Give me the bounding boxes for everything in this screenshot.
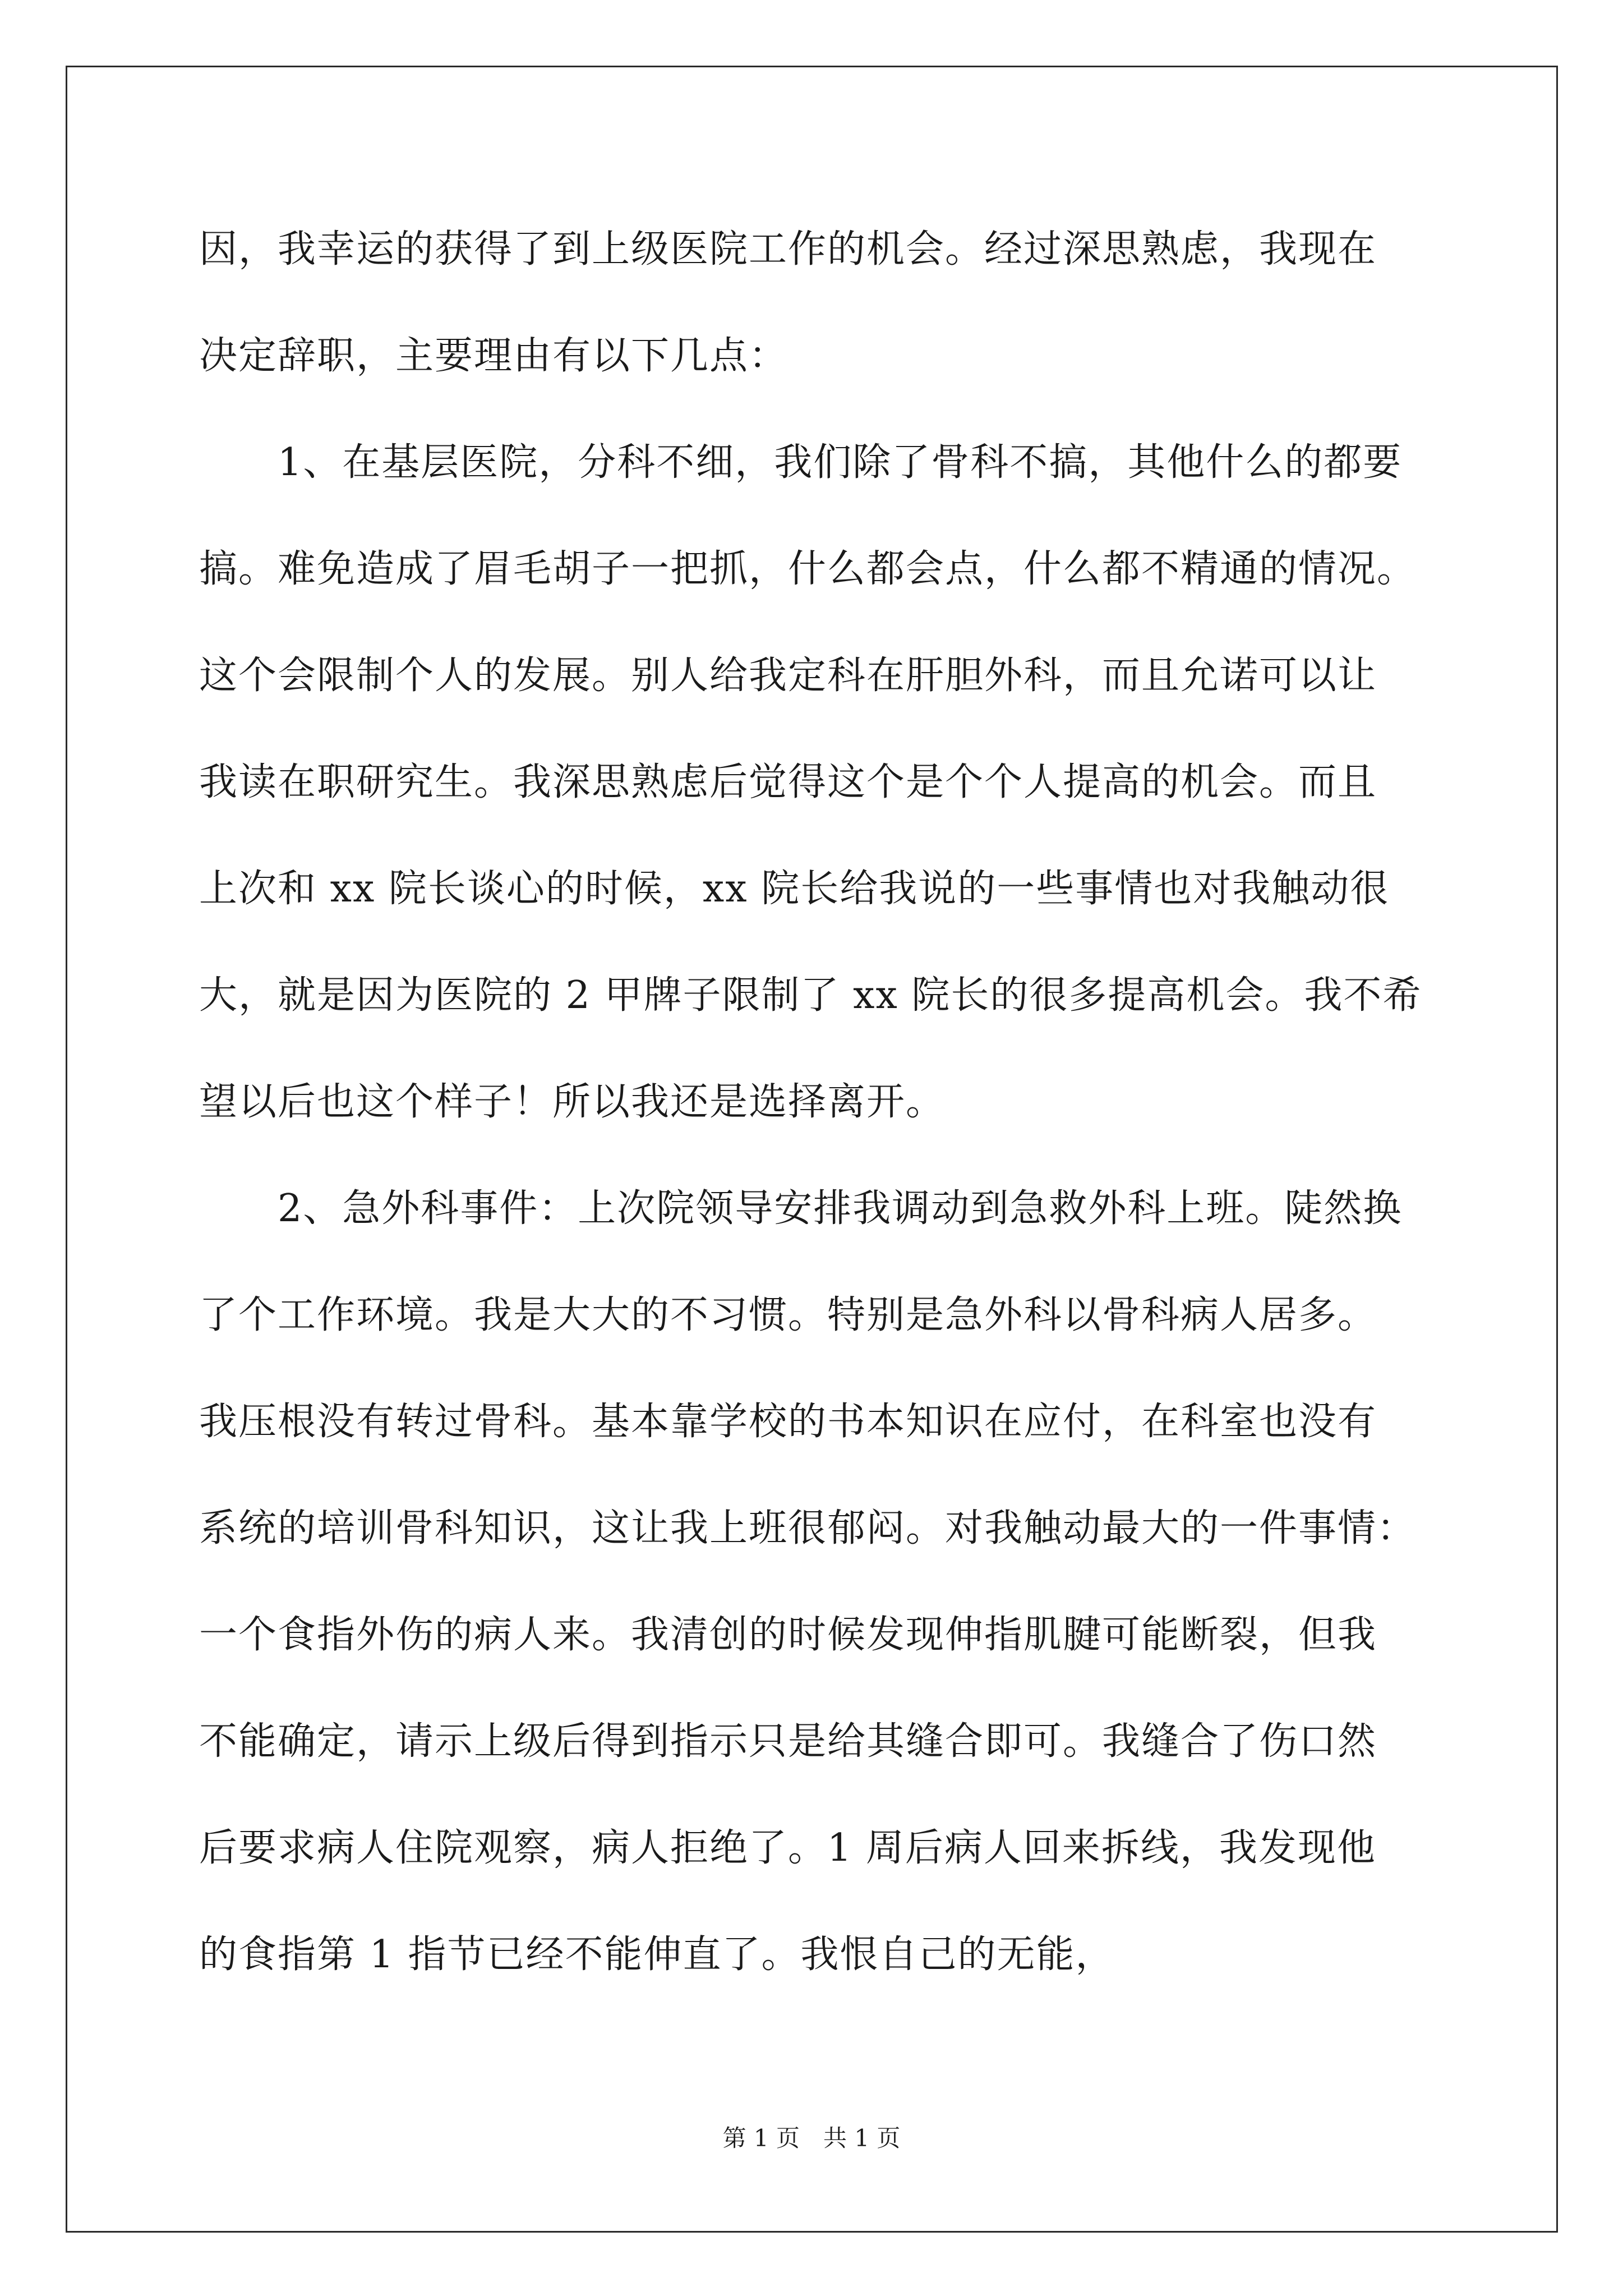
text-line: 的食指第 1 指节已经不能伸直了。我恨自己的无能， [199, 1932, 1115, 1977]
text-line: 搞。难免造成了眉毛胡子一把抓，什么都会点，什么都不精通的情况。 [199, 547, 1417, 591]
text-line: 望以后也这个样子！所以我还是选择离开。 [199, 1080, 946, 1124]
text-line: 我压根没有转过骨科。基本靠学校的书本知识在应付，在科室也没有 [199, 1400, 1377, 1444]
text-line: 上次和 xx 院长谈心的时候，xx 院长给我说的一些事情也对我触动很 [199, 867, 1390, 911]
page-footer: 第 1 页 共 1 页 [722, 2124, 901, 2152]
text-line: 1、在基层医院，分科不细，我们除了骨科不搞，其他什么的都要 [199, 440, 1403, 485]
text-line: 系统的培训骨科知识，这让我上班很郁闷。对我触动最大的一件事情： [199, 1506, 1417, 1550]
document-body [199, 222, 1433, 2033]
text-line: 大，就是因为医院的 2 甲牌子限制了 xx 院长的很多提高机会。我不希 [199, 973, 1422, 1018]
text-line: 因，我幸运的获得了到上级医院工作的机会。经过深思熟虑，我现在 [199, 227, 1377, 272]
text-line: 了个工作环境。我是大大的不习惯。特别是急外科以骨科病人居多。 [199, 1293, 1377, 1337]
text-line: 不能确定，请示上级后得到指示只是给其缝合即可。我缝合了伤口然 [199, 1719, 1377, 1764]
text-line: 这个会限制个人的发展。别人给我定科在肝胆外科，而且允诺可以让 [199, 654, 1377, 698]
text-line: 我读在职研究生。我深思熟虑后觉得这个是个个人提高的机会。而且 [199, 760, 1377, 804]
text-line: 一个食指外伤的病人来。我清创的时候发现伸指肌腱可能断裂，但我 [199, 1613, 1377, 1657]
text-line: 决定辞职，主要理由有以下几点： [199, 334, 789, 378]
text-line: 2、急外科事件：上次院领导安排我调动到急救外科上班。陡然换 [199, 1186, 1403, 1231]
text-line: 后要求病人住院观察，病人拒绝了。1 周后病人回来拆线，我发现他 [199, 1826, 1376, 1870]
